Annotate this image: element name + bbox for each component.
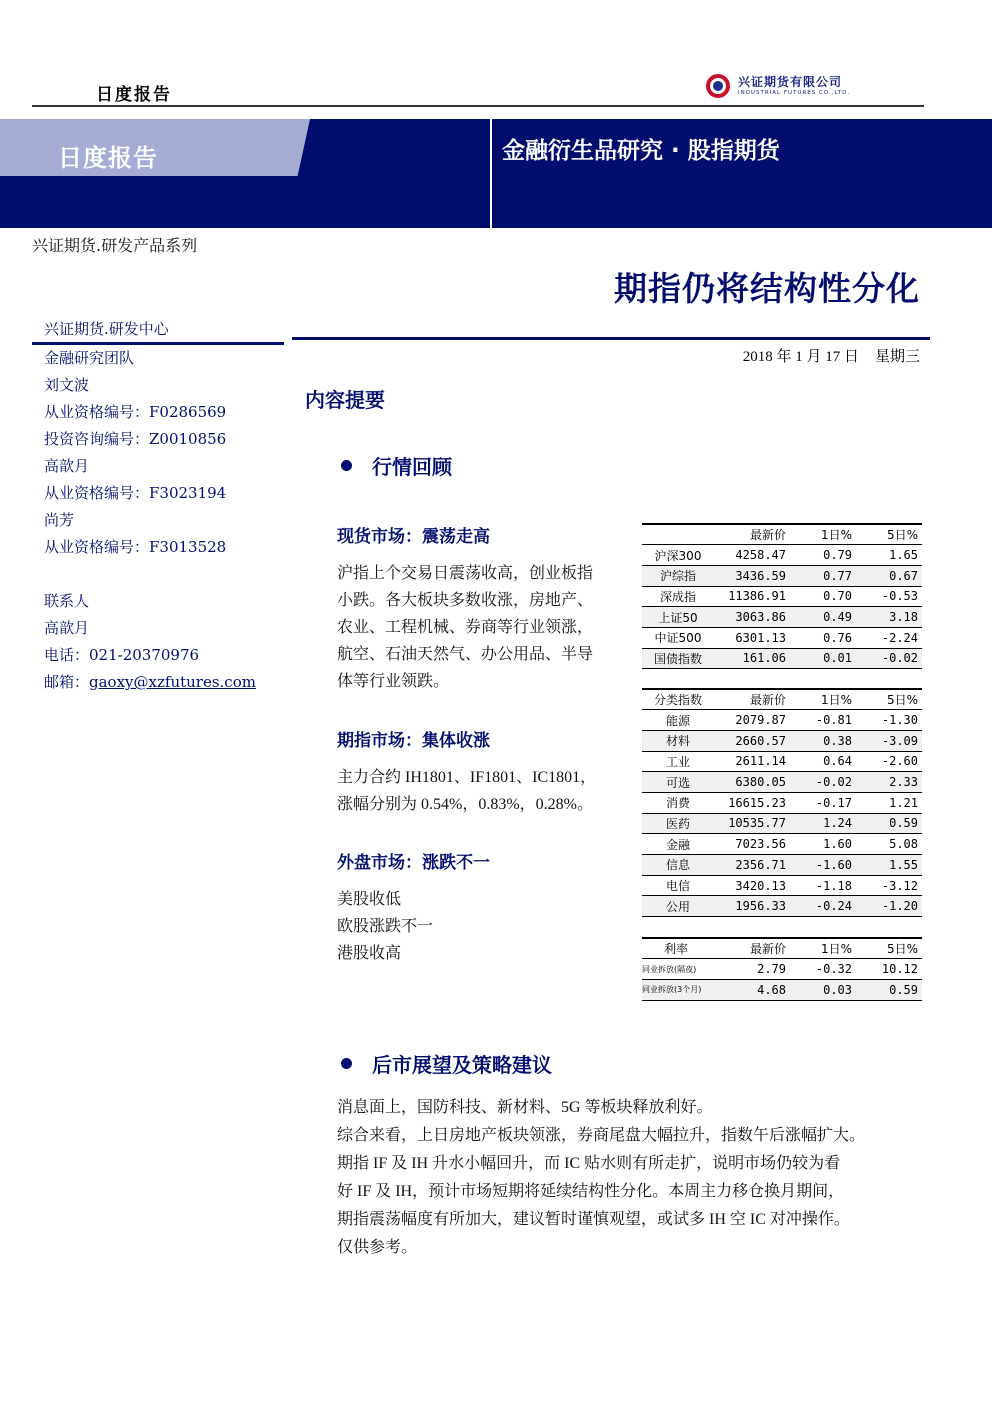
table-header: 1日% — [790, 524, 856, 545]
table-cell: 7023.56 — [714, 834, 790, 855]
table-cell: 3436.59 — [714, 565, 790, 586]
table-cell: 0.59 — [856, 813, 922, 834]
table-cell: 5.08 — [856, 834, 922, 855]
analyst-cert: 从业资格编号：F0286569 — [44, 403, 227, 421]
table-cell: 同业拆放(3个月) — [642, 979, 714, 1000]
banner-subtitle: 金融衍生品研究 · 股指期货 — [502, 138, 780, 164]
table-row — [642, 959, 922, 980]
table-cell: 0.38 — [790, 730, 856, 751]
table-cell: -1.20 — [856, 896, 922, 917]
table-cell: 1.60 — [790, 834, 856, 855]
table-row — [642, 896, 922, 917]
table-header: 5日% — [856, 524, 922, 545]
table-cell: 161.06 — [714, 648, 790, 669]
table-cell: 0.03 — [790, 979, 856, 1000]
table-row — [642, 545, 922, 566]
report-type-label: 日度报告 — [96, 85, 172, 105]
table-cell: 电信 — [642, 875, 714, 896]
email-label: 邮箱： — [44, 673, 90, 691]
table-cell: 消费 — [642, 792, 714, 813]
rate-table — [642, 937, 922, 1001]
table-header: 1日% — [790, 938, 856, 959]
table-cell: -0.24 — [790, 896, 856, 917]
table-cell: 1.55 — [856, 855, 922, 876]
table-cell: 2356.71 — [714, 855, 790, 876]
table-cell: 0.70 — [790, 586, 856, 607]
table-cell: 1.24 — [790, 813, 856, 834]
table-header — [642, 524, 714, 545]
table-cell: 3063.86 — [714, 607, 790, 628]
table-cell: -0.32 — [790, 959, 856, 980]
table-row — [642, 813, 922, 834]
logo-icon — [706, 74, 730, 98]
table-cell: -1.18 — [790, 875, 856, 896]
table-row — [642, 627, 922, 648]
table-cell: 2660.57 — [714, 730, 790, 751]
analyst-name: 刘文波 — [44, 376, 90, 394]
table-row — [642, 979, 922, 1000]
index-table — [642, 523, 922, 669]
analyst-name: 尚芳 — [44, 511, 75, 529]
table-row — [642, 607, 922, 628]
table-cell: 医药 — [642, 813, 714, 834]
research-center: 兴证期货.研发中心 — [44, 320, 169, 338]
table-cell: 0.01 — [790, 648, 856, 669]
contact-email — [32, 669, 284, 696]
table-header: 5日% — [856, 938, 922, 959]
table-cell: 2.79 — [714, 959, 790, 980]
email-link[interactable]: gaoxy@xzfutures.com — [89, 673, 256, 691]
table-cell: 0.79 — [790, 545, 856, 566]
table-cell: 6301.13 — [714, 627, 790, 648]
overseas-market-heading: 外盘市场：涨跌不一 — [337, 853, 490, 873]
logo-cn-text: 兴证期货有限公司 — [738, 75, 843, 89]
table-cell: 1.21 — [856, 792, 922, 813]
table-cell: 6380.05 — [714, 772, 790, 793]
table-cell: 11386.91 — [714, 586, 790, 607]
futures-market-text: 主力合约 IH1801、IF1801、IC1801， 涨幅分别为 0.54%，0.83%，0.28%。 — [337, 769, 597, 813]
table-header: 最新价 — [714, 938, 790, 959]
table-row — [642, 834, 922, 855]
table-cell: 能源 — [642, 710, 714, 731]
table-cell: 4258.47 — [714, 545, 790, 566]
table-cell: 0.77 — [790, 565, 856, 586]
table-cell: -1.60 — [790, 855, 856, 876]
table-cell: 金融 — [642, 834, 714, 855]
table-row — [642, 586, 922, 607]
table-cell: 深成指 — [642, 586, 714, 607]
table-cell: 0.64 — [790, 751, 856, 772]
table-header: 分类指数 — [642, 689, 714, 710]
table-cell: 0.49 — [790, 607, 856, 628]
table-cell: 1956.33 — [714, 896, 790, 917]
bullet-icon — [341, 460, 352, 471]
table-cell: -0.53 — [856, 586, 922, 607]
outlook-text: 消息面上，国防科技、新材料、5G 等板块释放利好。 综合来看，上日房地产板块领涨，券商尾盘大幅拉升，指数午后涨幅扩大。 期指 IF 及 IH 升水小幅回升，而 IC 贴水则有所走扩，说明市场仍较为看 好 IF 及 IH，预计市场短期将延续结构性分化。本周主力移仓换月期间， 期指震荡幅度有所加大，建议暂时谨慎观望，或试多 IH 空 IC 对冲操作。 仅供参考。 — [337, 1099, 866, 1256]
bullet-icon — [341, 1058, 352, 1069]
company-logo — [706, 72, 896, 102]
futures-market-heading: 期指市场：集体收涨 — [337, 731, 490, 751]
table-row — [642, 648, 922, 669]
table-cell: -1.30 — [856, 710, 922, 731]
table-cell: 0.67 — [856, 565, 922, 586]
table-cell: 沪综指 — [642, 565, 714, 586]
table-row — [642, 565, 922, 586]
header-divider — [32, 105, 924, 107]
table-cell: 信息 — [642, 855, 714, 876]
analyst-cert: 从业资格编号：F3013528 — [44, 538, 227, 556]
table-cell: 10535.77 — [714, 813, 790, 834]
date-text: 2018 年 1 月 17 日 — [742, 349, 859, 365]
analyst-cert: 从业资格编号：F3023194 — [44, 484, 227, 502]
table-cell: -0.02 — [856, 648, 922, 669]
table-cell: 0.59 — [856, 979, 922, 1000]
table-cell: 国债指数 — [642, 648, 714, 669]
author-sidebar — [32, 316, 284, 696]
table-cell: 3420.13 — [714, 875, 790, 896]
summary-heading: 内容提要 — [305, 388, 385, 412]
team-name: 金融研究团队 — [44, 349, 135, 367]
table-row — [642, 730, 922, 751]
table-cell: 沪深300 — [642, 545, 714, 566]
overseas-market-text: 美股收低 欧股涨跌不一 港股收高 — [337, 891, 434, 962]
contact-name: 高歆月 — [44, 619, 90, 637]
table-cell: 上证50 — [642, 607, 714, 628]
table-cell: -2.24 — [856, 627, 922, 648]
table-cell: 2079.87 — [714, 710, 790, 731]
table-cell: -3.09 — [856, 730, 922, 751]
table-header: 利率 — [642, 938, 714, 959]
spot-market-heading: 现货市场：震荡走高 — [337, 527, 490, 547]
weekday-text: 星期三 — [874, 349, 920, 365]
table-cell: 1.65 — [856, 545, 922, 566]
banner-title: 日度报告 — [58, 144, 158, 172]
table-cell: 中证500 — [642, 627, 714, 648]
spot-market-text: 沪指上个交易日震荡收高，创业板指 小跌。各大板块多数收涨，房地产、 农业、工程机械、券商等行业领涨， 航空、石油天然气、办公用品、半导 体等行业领跌。 — [337, 565, 594, 690]
content-divider — [292, 337, 930, 340]
analyst-name: 高歆月 — [44, 457, 90, 475]
table-cell: -0.81 — [790, 710, 856, 731]
table-cell: -0.17 — [790, 792, 856, 813]
table-row — [642, 710, 922, 731]
table-header: 5日% — [856, 689, 922, 710]
table-cell: 2.33 — [856, 772, 922, 793]
table-header: 1日% — [790, 689, 856, 710]
table-cell: -2.60 — [856, 751, 922, 772]
table-cell: 16615.23 — [714, 792, 790, 813]
table-cell: 4.68 — [714, 979, 790, 1000]
sector-table — [642, 688, 922, 917]
contact-label: 联系人 — [44, 592, 90, 610]
report-date — [743, 345, 920, 366]
table-cell: 0.76 — [790, 627, 856, 648]
table-cell: 3.18 — [856, 607, 922, 628]
table-header: 最新价 — [714, 689, 790, 710]
section-heading-outlook: 后市展望及策略建议 — [372, 1053, 552, 1077]
table-cell: 材料 — [642, 730, 714, 751]
table-cell: 同业拆放(隔夜) — [642, 959, 714, 980]
table-cell: -0.02 — [790, 772, 856, 793]
table-header: 最新价 — [714, 524, 790, 545]
report-title: 期指仍将结构性分化 — [614, 269, 920, 308]
table-cell: 可选 — [642, 772, 714, 793]
logo-en-text: INDUSTRIAL FUTURES CO.,LTD. — [738, 90, 851, 96]
contact-phone: 电话：021-20370976 — [44, 646, 200, 664]
analyst-cert: 投资咨询编号：Z0010856 — [44, 430, 227, 448]
table-cell: 2611.14 — [714, 751, 790, 772]
table-row — [642, 855, 922, 876]
table-cell: 工业 — [642, 751, 714, 772]
table-cell: 10.12 — [856, 959, 922, 980]
table-row — [642, 772, 922, 793]
section-heading-review: 行情回顾 — [372, 455, 452, 479]
product-series: 兴证期货.研发产品系列 — [32, 236, 198, 255]
table-cell: 公用 — [642, 896, 714, 917]
table-cell: -3.12 — [856, 875, 922, 896]
table-row — [642, 751, 922, 772]
table-row — [642, 875, 922, 896]
table-row — [642, 792, 922, 813]
